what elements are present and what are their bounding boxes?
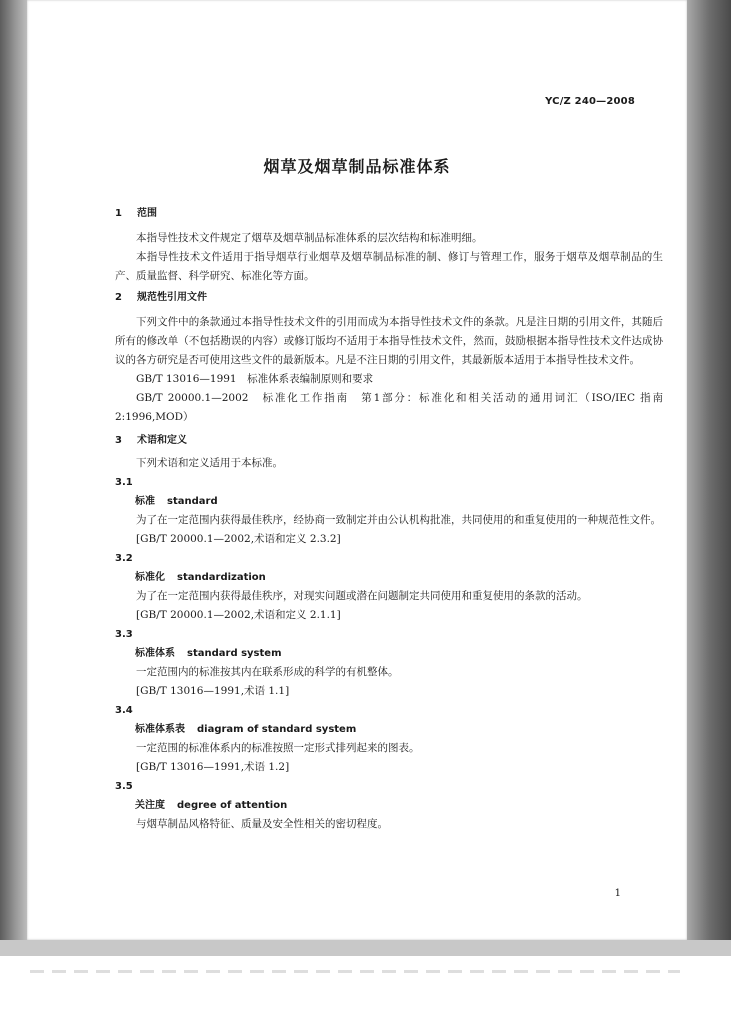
term-heading [115,568,663,587]
term-en: standard [167,496,218,507]
term-number: 3.3 [115,629,133,640]
term-number: 3.4 [115,705,133,716]
term-en: diagram of standard system [197,724,357,735]
section-heading-2 [115,288,663,307]
section-title: 范围 [137,208,157,219]
paragraph: 下列文件中的条款通过本指导性技术文件的引用而成为本指导性技术文件的条款。凡是注日期的引用文件，其随后所有的修改单（不包括勘误的内容）或修订版均不适用于本指导性技术文件，然而，鼓励根据本指导性技术文件达成协议的各方研究是否可使用这些文件的最新版本。凡是不注日期的引用文件，其最新版本适用于本指导性技术文件。 [115,316,663,366]
term-source: [GB/T 13016—1991,术语 1.2] [136,761,290,773]
reference-item: GB/T 20000.1—2002 标准化工作指南 第1部分：标准化和相关活动的通用词汇（ISO/IEC 指南 2:1996,MOD） [115,392,663,423]
term-heading [115,492,663,511]
scan-edge-right [687,0,731,940]
term-number: 3.1 [115,477,133,488]
term-definition: 与烟草制品风格特征、质量及安全性相关的密切程度。 [136,818,388,830]
section-heading-3 [115,431,663,450]
document-title: 烟草及烟草制品标准体系 [263,157,451,176]
document-body [115,204,663,834]
page-number: 1 [614,888,621,899]
term-number: 3.5 [115,781,133,792]
term-definition: 为了在一定范围内获得最佳秩序，经协商一致制定并由公认机构批准，共同使用的和重复使用的一种规范性文件。 [136,514,661,526]
term-number: 3.2 [115,553,133,564]
section-number: 3 [115,435,122,446]
term-zh: 标准 [135,496,155,507]
section-number: 2 [115,292,122,303]
reference-item: GB/T 13016—1991 标准体系表编制原则和要求 [136,373,374,385]
paragraph: 下列术语和定义适用于本标准。 [136,457,283,469]
term-source: [GB/T 20000.1—2002,术语和定义 2.3.2] [136,533,341,545]
section-number: 1 [115,208,122,219]
term-source: [GB/T 13016—1991,术语 1.1] [136,685,290,697]
doc-code: YC/Z 240—2008 [545,96,635,107]
section-title: 规范性引用文件 [137,292,207,303]
term-zh: 标准化 [135,572,165,583]
term-zh: 标准体系表 [135,724,185,735]
term-en: standardization [177,572,266,583]
section-heading-1 [115,204,663,223]
term-en: degree of attention [177,800,288,811]
section-title: 术语和定义 [137,435,187,446]
term-heading [115,720,663,739]
term-source: [GB/T 20000.1—2002,术语和定义 2.1.1] [136,609,341,621]
document-page [27,0,687,940]
paragraph: 本指导性技术文件规定了烟草及烟草制品标准体系的层次结构和标准明细。 [136,232,483,244]
term-heading [115,644,663,663]
term-heading [115,796,663,815]
term-definition: 一定范围内的标准按其内在联系形成的科学的有机整体。 [136,666,399,678]
next-page-text-ghost [30,970,680,973]
term-definition: 一定范围的标准体系内的标准按照一定形式排列起来的图表。 [136,742,420,754]
term-definition: 为了在一定范围内获得最佳秩序，对现实问题或潜在问题制定共同使用和重复使用的条款的活动。 [136,590,588,602]
next-page-preview [0,956,731,1024]
term-zh: 关注度 [135,800,165,811]
page-gap [0,940,731,956]
term-zh: 标准体系 [135,648,175,659]
term-en: standard system [187,648,282,659]
paragraph: 本指导性技术文件适用于指导烟草行业烟草及烟草制品标准的制、修订与管理工作，服务于烟草及烟草制品的生产、质量监督、科学研究、标准化等方面。 [115,251,663,282]
scan-edge-left [0,0,27,940]
